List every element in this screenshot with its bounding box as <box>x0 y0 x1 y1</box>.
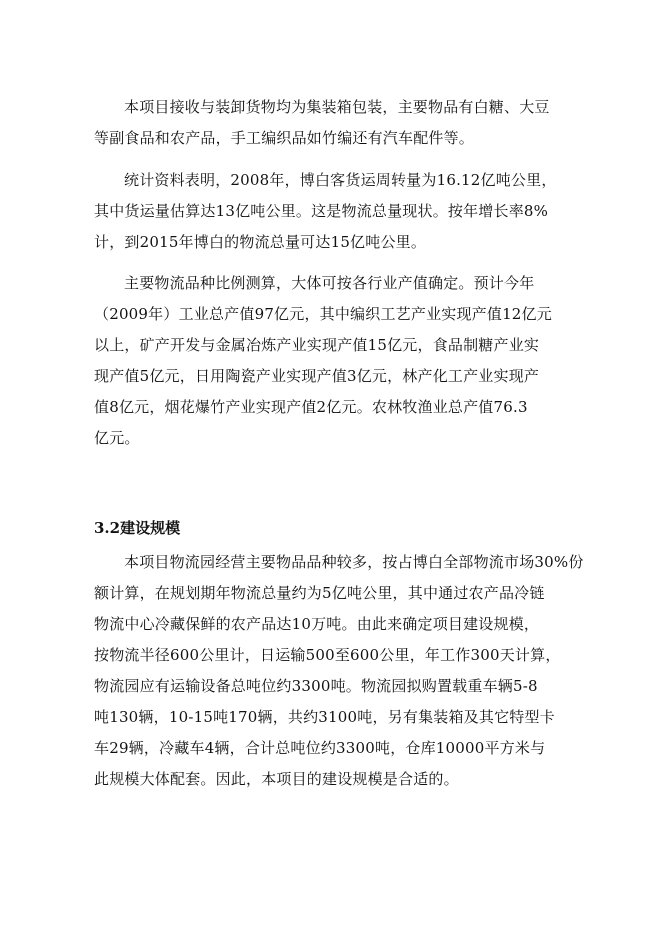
text-line: 以上，矿产开发与金属冶炼产业实现产值15亿元，食品制糖产业实 <box>94 336 540 354</box>
text-line: 此规模大体配套。因此，本项目的建设规模是合适的。 <box>94 770 459 788</box>
section-heading: 3.2建设规模 <box>94 519 181 537</box>
text-line: 本项目物流园经营主要物品品种较多，按占博白全部物流市场30%份 <box>124 553 584 571</box>
text-line: 额计算，在规划期年物流总量约为5亿吨公里，其中通过农产品冷链 <box>94 584 545 602</box>
paragraph-cargo-types <box>94 92 574 154</box>
text-line: 主要物流品种比例测算，大体可按各行业产值确定。预计今年 <box>124 274 535 292</box>
text-line: 按物流半径600公里计，日运输500至600公里，年工作300天计算， <box>94 646 561 664</box>
text-line: （2009年）工业总产值97亿元，其中编织工艺产业实现产值12亿元 <box>94 305 552 323</box>
text-line: 现产值5亿元，日用陶瓷产业实现产值3亿元，林产化工产业实现产 <box>94 367 540 385</box>
text-line: 等副食品和农产品，手工编织品如竹编还有汽车配件等。 <box>94 129 475 147</box>
text-line: 亿元。 <box>94 429 140 447</box>
text-line: 吨130辆，10-15吨170辆，共约3100吨，另有集装箱及其它特型卡 <box>94 708 555 726</box>
text-line: 其中货运量估算达13亿吨公里。这是物流总量现状。按年增长率8% <box>94 202 549 220</box>
paragraph-statistics <box>94 165 574 258</box>
text-line: 车29辆，冷藏车4辆，合计总吨位约3300吨，仓库10000平方米与 <box>94 739 546 757</box>
text-line: 本项目接收与装卸货物均为集装箱包装，主要物品有白糖、大豆 <box>124 98 550 116</box>
paragraph-construction-scale <box>94 547 584 795</box>
text-line: 值8亿元，烟花爆竹产业实现产值2亿元。农林牧渔业总产值76.3 <box>94 398 528 416</box>
text-line: 计，到2015年博白的物流总量可达15亿吨公里。 <box>94 233 427 251</box>
text-line: 物流园应有运输设备总吨位约3300吨。物流园拟购置载重车辆5-8 <box>94 677 538 695</box>
text-line: 物流中心冷藏保鲜的农产品达10万吨。由此来确定项目建设规模， <box>94 615 540 633</box>
text-line: 统计资料表明，2008年，博白客货运周转量为16.12亿吨公里， <box>124 171 557 189</box>
paragraph-output-values <box>94 268 574 454</box>
